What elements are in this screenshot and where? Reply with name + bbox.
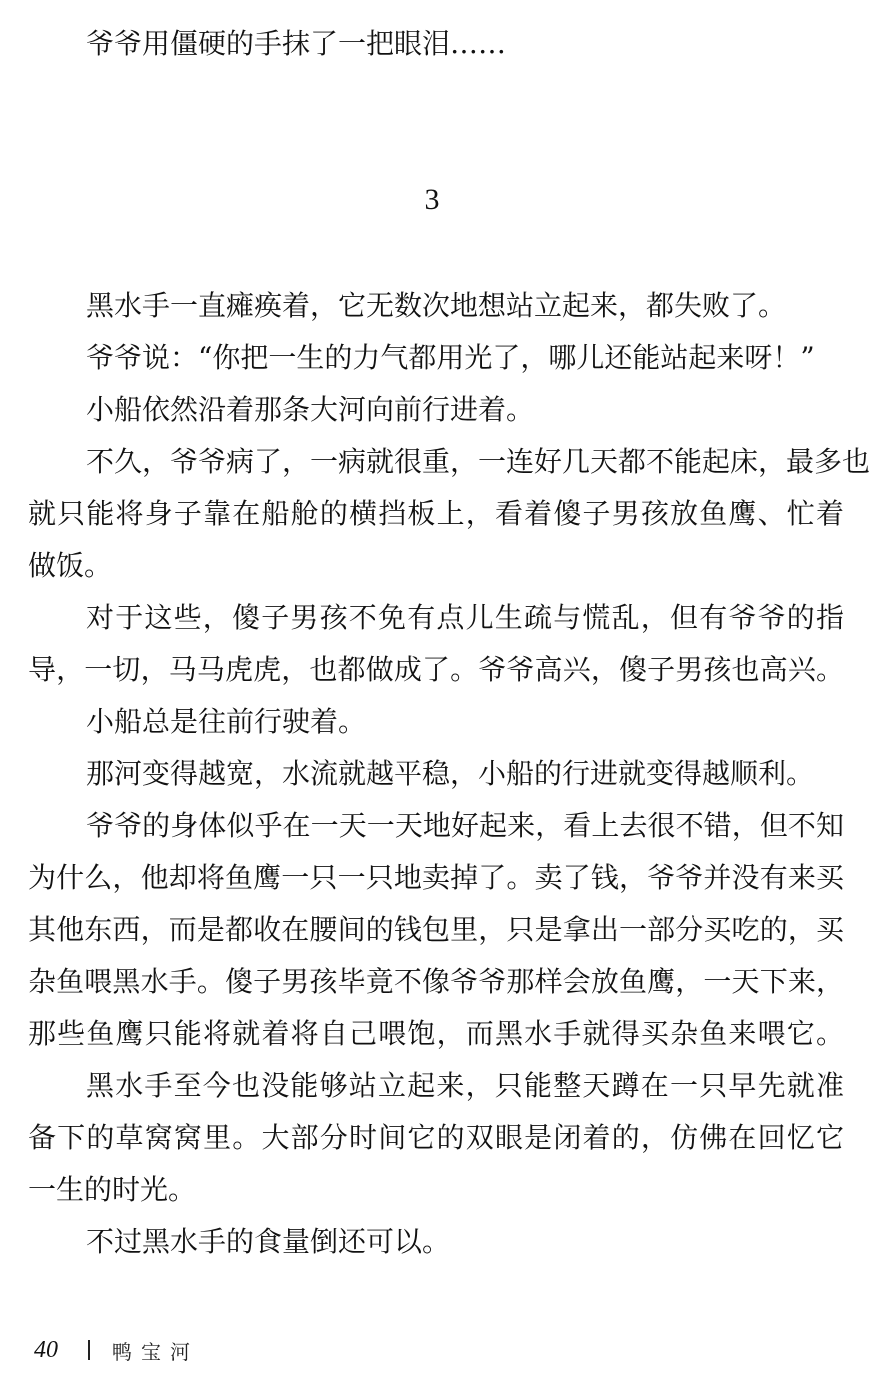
- paragraph-line: 那些鱼鹰只能将就着将自己喂饱，而黑水手就得买杂鱼来喂它。: [28, 1017, 844, 1050]
- page-number: 40: [34, 1336, 58, 1363]
- paragraph-line: 黑水手一直瘫痪着，它无数次地想站立起来，都失败了。: [86, 289, 787, 322]
- paragraph-line: 杂鱼喂黑水手。傻子男孩毕竟不像爷爷那样会放鱼鹰，一天下来，: [28, 965, 844, 998]
- paragraph-line: 备下的草窝窝里。大部分时间它的双眼是闭着的，仿佛在回忆它: [28, 1121, 844, 1154]
- section-number: 3: [424, 183, 440, 216]
- paragraph-line: 一生的时光。: [28, 1173, 197, 1206]
- paragraph-line: 不久，爷爷病了，一病就很重，一连好几天都不能起床，最多也: [86, 445, 871, 478]
- paragraph-line: 黑水手至今也没能够站立起来，只能整天蹲在一只早先就准: [86, 1069, 844, 1102]
- paragraph-line: 小船依然沿着那条大河向前行进着。: [86, 393, 535, 426]
- paragraph-line: 爷爷的身体似乎在一天一天地好起来，看上去很不错，但不知: [86, 809, 844, 842]
- paragraph-line: 其他东西，而是都收在腰间的钱包里，只是拿出一部分买吃的，买: [28, 913, 844, 946]
- paragraph-line: 爷爷用僵硬的手抹了一把眼泪……: [86, 27, 507, 60]
- paragraph-line: 对于这些，傻子男孩不免有点儿生疏与慌乱，但有爷爷的指: [86, 601, 844, 634]
- paragraph-line: 小船总是往前行驶着。: [86, 705, 367, 738]
- paragraph-line: 导，一切，马马虎虎，也都做成了。爷爷高兴，傻子男孩也高兴。: [28, 653, 844, 686]
- paragraph-line: 做饭。: [28, 549, 113, 582]
- footer-divider: [88, 1340, 90, 1360]
- paragraph-line: 爷爷说：“你把一生的力气都用光了，哪儿还能站起来呀！”: [86, 341, 815, 374]
- paragraph-line: 为什么，他却将鱼鹰一只一只地卖掉了。卖了钱，爷爷并没有来买: [28, 861, 844, 894]
- paragraph-line: 不过黑水手的食量倒还可以。: [86, 1225, 451, 1258]
- paragraph-line: 就只能将身子靠在船舱的横挡板上，看着傻子男孩放鱼鹰、忙着: [28, 497, 844, 530]
- page-footer: [34, 1330, 199, 1370]
- book-title: 鸭宝河: [112, 1339, 199, 1364]
- paragraph-line: 那河变得越宽，水流就越平稳，小船的行进就变得越顺利。: [86, 757, 815, 790]
